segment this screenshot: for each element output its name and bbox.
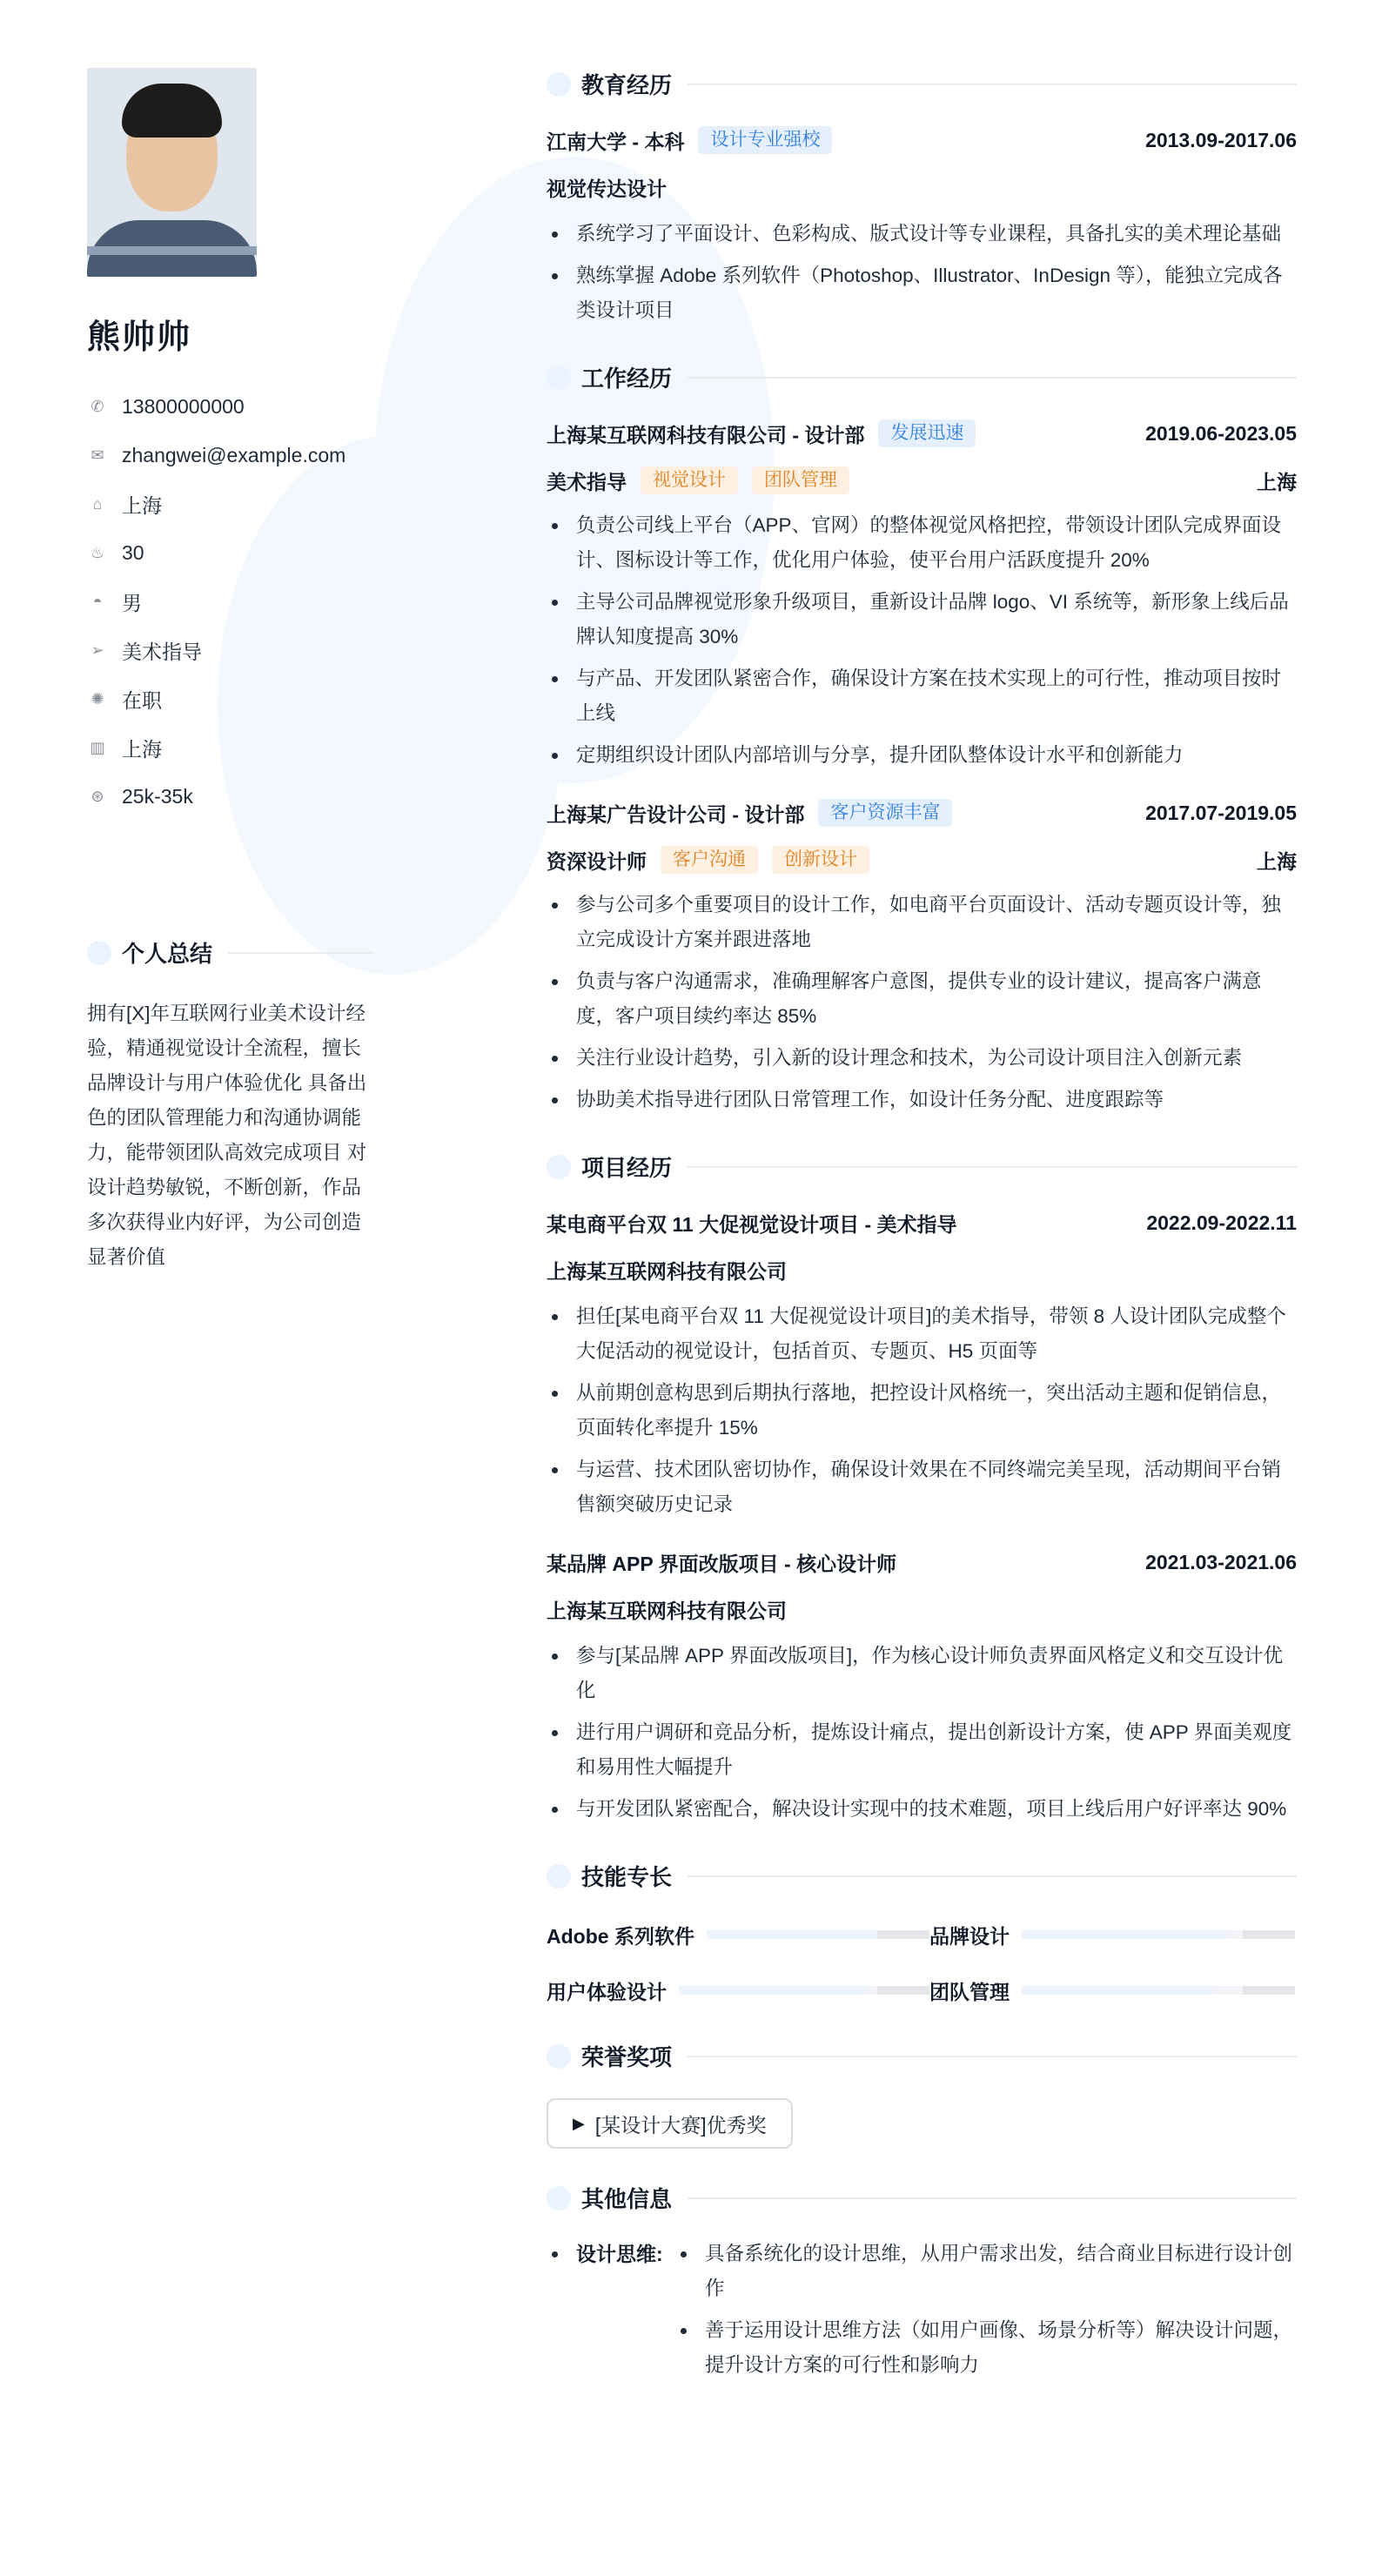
project-date: 2022.09-2022.11: [1146, 1211, 1297, 1234]
status-icon: ✺: [91, 689, 104, 708]
contact-info: [87, 382, 374, 821]
list-item: 具备系统化的设计思维，从用户需求出发，结合商业目标进行设计创作: [675, 2237, 1297, 2306]
project-name: 某电商平台双 11 大促视觉设计项目 - 美术指导: [547, 1212, 957, 1236]
award-button[interactable]: [547, 2098, 793, 2149]
list-item: 定期组织设计团队内部培训与分享，提升团队整体设计水平和创新能力: [547, 738, 1297, 773]
role-name: 美术指导: [547, 470, 627, 493]
section-dot-icon: [547, 2186, 571, 2210]
project-entry: [547, 1205, 1297, 1522]
send-icon: ➢: [91, 641, 104, 659]
section-dot-icon: [547, 366, 571, 390]
play-icon: ▶: [573, 2114, 585, 2132]
info-phone: [87, 382, 374, 431]
main-content: [547, 68, 1297, 2423]
skills-heading: [547, 1860, 1297, 1892]
section-divider: [688, 1166, 1297, 1168]
role-tag: 团队管理: [752, 466, 849, 494]
role-row: [547, 463, 1297, 498]
skill-bar: [1022, 1930, 1295, 1939]
info-email: [87, 431, 374, 480]
list-item: 关注行业设计趋势，引入新的设计理念和技术，为公司设计项目注入创新元素: [547, 1041, 1297, 1076]
work-heading: [547, 361, 1297, 393]
education-bullets: [547, 217, 1297, 328]
company-name: 上海某互联网科技有限公司 - 设计部: [547, 423, 865, 446]
skill-bar-end: [877, 1930, 929, 1939]
list-item: 与开发团队紧密配合，解决设计实现中的技术难题，项目上线后用户好评率达 90%: [547, 1792, 1297, 1827]
role-tag: 客户沟通: [661, 846, 758, 874]
section-dot-icon: [547, 1155, 571, 1179]
role-name: 资深设计师: [547, 849, 647, 873]
section-divider: [688, 2197, 1297, 2199]
education-entry: [547, 123, 1297, 328]
info-position: [87, 626, 374, 674]
work-title: 工作经历: [581, 366, 673, 392]
section-divider: [688, 2056, 1297, 2057]
phone-icon: ✆: [91, 397, 104, 415]
work-location: 上海: [1257, 849, 1297, 873]
project-header: [547, 1545, 1297, 1580]
summary-text: 拥有[X]年互联网行业美术设计经验，精通视觉设计全流程，擅长品牌设计与用户体验优化 具备出色的团队管理能力和沟通协调能力，能带领团队高效完成项目 对设计趋势敏锐，不断创新，作品多次获得业内好评，为公司创造显著价值: [87, 1003, 367, 1268]
skill-bar: [707, 1930, 929, 1939]
home-icon: ⌂: [92, 494, 103, 513]
other-section: [547, 2182, 1297, 2390]
target-city-text: 上海: [122, 737, 162, 761]
skill-item: [929, 1918, 1295, 1951]
education-section: [547, 68, 1297, 328]
list-item: 与运营、技术团队密切协作，确保设计效果在不同终端完美呈现，活动期间平台销售额突破历史记录: [547, 1452, 1297, 1522]
city-text: 上海: [122, 493, 162, 517]
work-bullets: [547, 508, 1297, 773]
list-item: 系统学习了平面设计、色彩构成、版式设计等专业课程，具备扎实的美术理论基础: [547, 217, 1297, 252]
project-bullets: [547, 1299, 1297, 1522]
salary-icon: ⊛: [91, 787, 104, 805]
list-item: 参与[某品牌 APP 界面改版项目]，作为核心设计师负责界面风格定义和交互设计优化: [547, 1639, 1297, 1708]
avatar-stripe: [87, 246, 257, 255]
list-item: 善于运用设计思维方法（如用户画像、场景分析等）解决设计问题，提升设计方案的可行性和影响力: [675, 2313, 1297, 2383]
project-header: [547, 1205, 1297, 1240]
work-date: 2017.07-2019.05: [1145, 801, 1297, 824]
skill-bar-end: [877, 1986, 929, 1995]
skill-name: Adobe 系列软件: [547, 1924, 694, 1948]
skill-item: [547, 1918, 929, 1951]
list-item: 与产品、开发团队紧密合作，确保设计方案在技术实现上的可行性，推动项目按时上线: [547, 661, 1297, 731]
avatar-hair: [122, 84, 222, 138]
honors-title: 荣誉奖项: [581, 2044, 673, 2070]
company-tag: 发展迅速: [878, 419, 976, 447]
status-text: 在职: [122, 688, 162, 712]
section-dot-icon: [547, 2044, 571, 2069]
info-gender: [87, 577, 374, 626]
project-date: 2021.03-2021.06: [1145, 1550, 1297, 1573]
project-company: 上海某互联网科技有限公司: [547, 1260, 787, 1283]
project-bullets: [547, 1639, 1297, 1827]
work-section: [547, 361, 1297, 1117]
other-label: 设计思维:: [547, 2237, 675, 2390]
school-tag: 设计专业强校: [698, 126, 832, 154]
section-dot-icon: [87, 941, 111, 965]
other-content: [547, 2237, 1297, 2390]
position-text: 美术指导: [122, 640, 202, 663]
honors-section: [547, 2040, 1297, 2149]
info-status: [87, 674, 374, 723]
summary-section: [87, 936, 374, 1275]
section-divider: [688, 84, 1297, 85]
age-text: 30: [122, 540, 144, 564]
skills-grid: [547, 1918, 1297, 2007]
email-text: zhangwei@example.com: [122, 443, 346, 466]
projects-heading: [547, 1150, 1297, 1183]
skills-title: 技能专长: [581, 1864, 673, 1890]
projects-title: 项目经历: [581, 1155, 673, 1181]
info-city: [87, 480, 374, 528]
list-item: 负责公司线上平台（APP、官网）的整体视觉风格把控，带领设计团队完成界面设计、图标设计等工作，优化用户体验，使平台用户活跃度提升 20%: [547, 508, 1297, 578]
projects-section: [547, 1150, 1297, 1827]
list-item: 担任[某电商平台双 11 大促视觉设计项目]的美术指导，带领 8 人设计团队完成整个大促活动的视觉设计，包括首页、专题页、H5 页面等: [547, 1299, 1297, 1369]
list-item: 主导公司品牌视觉形象升级项目，重新设计品牌 logo、VI 系统等，新形象上线后品牌认知度提高 30%: [547, 585, 1297, 654]
role-row: [547, 842, 1297, 877]
major-name: 视觉传达设计: [547, 178, 667, 200]
section-divider: [688, 1875, 1297, 1877]
work-bullets: [547, 888, 1297, 1117]
skill-fill: [1022, 1986, 1213, 1995]
skill-fill: [679, 1986, 867, 1995]
honors-heading: [547, 2040, 1297, 2072]
section-dot-icon: [547, 1864, 571, 1888]
info-age: [87, 528, 374, 577]
other-row: [547, 2237, 1297, 2390]
role-tag: 创新设计: [772, 846, 869, 874]
education-header: [547, 123, 1297, 158]
company-name: 上海某广告设计公司 - 设计部: [547, 802, 805, 826]
school-name: 江南大学 - 本科: [547, 130, 685, 153]
skill-bar: [679, 1986, 929, 1995]
work-location: 上海: [1257, 470, 1297, 493]
info-target-city: [87, 723, 374, 772]
salary-text: 25k-35k: [122, 784, 193, 808]
gender-text: 男: [122, 591, 142, 614]
list-item: 从前期创意构思到后期执行落地，把控设计风格统一，突出活动主题和促销信息，页面转化率提升 15%: [547, 1376, 1297, 1446]
education-title: 教育经历: [581, 72, 673, 98]
other-bullets: [675, 2237, 1297, 2390]
list-item: 熟练掌握 Adobe 系列软件（Photoshop、Illustrator、InDesign 等），能独立完成各类设计项目: [547, 258, 1297, 328]
work-entry: [547, 416, 1297, 773]
skill-item: [547, 1974, 929, 2007]
gender-icon: ◓: [92, 592, 103, 610]
skill-name: 团队管理: [929, 1980, 1010, 2003]
list-item: 参与公司多个重要项目的设计工作，如电商平台页面设计、活动专题页设计等，独立完成设计方案并跟进落地: [547, 888, 1297, 957]
company-tag: 客户资源丰富: [818, 799, 952, 827]
list-item: 协助美术指导进行团队日常管理工作，如设计任务分配、进度跟踪等: [547, 1083, 1297, 1117]
sidebar: [87, 68, 374, 821]
award-label: [某设计大赛]优秀奖: [594, 2113, 767, 2137]
skill-fill: [1022, 1930, 1227, 1939]
skill-bar-end: [1243, 1930, 1295, 1939]
work-date: 2019.06-2023.05: [1145, 421, 1297, 445]
profile-name: 熊帅帅: [87, 319, 192, 356]
mail-icon: ✉: [91, 446, 104, 464]
summary-title: 个人总结: [122, 941, 213, 967]
project-name: 某品牌 APP 界面改版项目 - 核心设计师: [547, 1552, 897, 1575]
skill-name: 用户体验设计: [547, 1980, 667, 2003]
education-date: 2013.09-2017.06: [1145, 128, 1297, 151]
list-item: 负责与客户沟通需求，准确理解客户意图，提供专业的设计建议，提高客户满意度，客户项目续约率达 85%: [547, 964, 1297, 1034]
work-header: [547, 416, 1297, 451]
project-entry: [547, 1545, 1297, 1827]
summary-heading: [87, 936, 374, 969]
skills-section: [547, 1860, 1297, 2007]
work-header: [547, 795, 1297, 830]
role-tag: 视觉设计: [641, 466, 738, 494]
other-heading: [547, 2182, 1297, 2214]
skill-bar: [1022, 1986, 1295, 1995]
avatar: [87, 68, 257, 277]
skill-fill: [707, 1930, 885, 1939]
skill-item: [929, 1974, 1295, 2007]
list-item: 进行用户调研和竞品分析，提炼设计痛点，提出创新设计方案，使 APP 界面美观度和易用性大幅提升: [547, 1715, 1297, 1785]
other-title: 其他信息: [581, 2186, 673, 2212]
info-salary: [87, 772, 374, 821]
phone-text: 13800000000: [122, 394, 245, 418]
cake-icon: ♨: [90, 543, 105, 561]
section-dot-icon: [547, 72, 571, 97]
education-heading: [547, 68, 1297, 100]
building-icon: ▥: [90, 738, 105, 756]
section-divider: [688, 377, 1297, 379]
skill-bar-end: [1243, 1986, 1295, 1995]
work-entry: [547, 795, 1297, 1117]
skill-name: 品牌设计: [929, 1924, 1010, 1948]
project-company: 上海某互联网科技有限公司: [547, 1600, 787, 1622]
section-divider: [228, 952, 374, 954]
